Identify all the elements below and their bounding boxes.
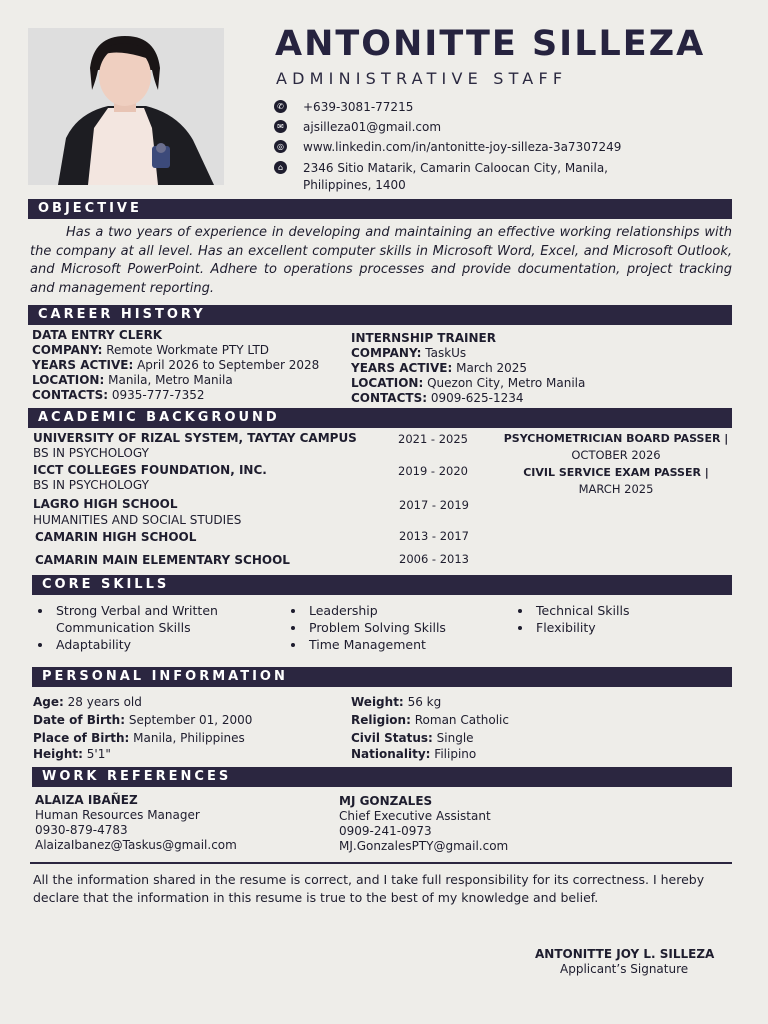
section-bar-references: WORK REFERENCES: [32, 767, 732, 787]
school-name: UNIVERSITY OF RIZAL SYSTEM, TAYTAY CAMPUS: [33, 431, 357, 445]
school-years: 2021 - 2025: [398, 432, 468, 446]
signature-label: Applicant’s Signature: [560, 962, 689, 976]
career-location: Manila, Metro Manila: [108, 373, 233, 387]
linkedin-contact[interactable]: ◎ www.linkedin.com/in/antonitte-joy-silleza-3a7307249: [274, 139, 621, 156]
reference-phone: 0909-241-0973: [339, 824, 432, 838]
skill-item: Strong Verbal and Written: [38, 602, 218, 619]
web-icon: ◎: [274, 140, 287, 153]
reference-phone: 0930-879-4783: [35, 823, 128, 837]
phone-contact: ✆ +639-3081-77215: [274, 99, 413, 116]
school-course: HUMANITIES AND SOCIAL STUDIES: [33, 513, 242, 527]
career-contacts: 0909-625-1234: [430, 391, 524, 405]
school-name: CAMARIN MAIN ELEMENTARY SCHOOL: [35, 553, 290, 567]
applicant-name: ANTONITTE SILLEZA: [275, 24, 706, 64]
skill-item: Flexibility: [518, 619, 629, 636]
achievement-civil-service: CIVIL SERVICE EXAM PASSER | MARCH 2025: [523, 466, 709, 496]
career-years: April 2026 to September 2028: [137, 358, 320, 372]
declaration-text: All the information shared in the resume is correct, and I take full responsibility for its correctness. I hereby declare that the information in this resume is true to the best of my knowledge and belief.: [33, 872, 705, 905]
skill-item-continued: Communication Skills: [56, 620, 191, 635]
phone-icon: ✆: [274, 100, 287, 113]
divider: [30, 862, 732, 864]
career-company: TaskUs: [425, 346, 467, 360]
section-bar-objective: OBJECTIVE: [28, 199, 732, 219]
email-icon: ✉: [274, 120, 287, 133]
section-bar-academic: ACADEMIC BACKGROUND: [28, 408, 732, 428]
school-name: CAMARIN HIGH SCHOOL: [35, 530, 197, 544]
nationality-value: Filipino: [434, 747, 477, 761]
reference-name: ALAIZA IBAÑEZ: [35, 793, 138, 807]
achievement-board: PSYCHOMETRICIAN BOARD PASSER | OCTOBER 2026: [503, 432, 729, 462]
career-location: Quezon City, Metro Manila: [427, 376, 586, 390]
reference-2: [339, 794, 508, 854]
school-name: LAGRO HIGH SCHOOL: [33, 497, 178, 511]
school-name: ICCT COLLEGES FOUNDATION, INC.: [33, 463, 267, 477]
skill-item: Time Management: [291, 636, 446, 653]
personal-left: Age: 28 years old Date of Birth: September 01, 2000 Place of Birth: Manila, Philippines Height: 5'1": [33, 695, 253, 761]
skill-item: Adaptability: [38, 636, 218, 653]
reference-title: Human Resources Manager: [35, 808, 200, 822]
personal-right: Weight: 56 kg Religion: Roman Catholic Civil Status: Single Nationality: Filipino: [351, 695, 509, 761]
career-years: March 2025: [456, 361, 528, 375]
reference-1: [35, 793, 237, 853]
address-line-2: Philippines, 1400: [303, 178, 406, 192]
signature-name: ANTONITTE JOY L. SILLEZA: [535, 947, 715, 961]
weight-value: 56 kg: [407, 695, 442, 709]
school-years: 2019 - 2020: [398, 464, 468, 478]
skills-column-2: [291, 602, 446, 653]
address-line-1: 2346 Sitio Matarik, Camarin Caloocan City, Manila,: [303, 161, 608, 175]
dob-value: September 01, 2000: [128, 713, 253, 727]
section-bar-career: CAREER HISTORY: [28, 305, 732, 325]
school-years: 2006 - 2013: [399, 552, 469, 566]
home-icon: ⌂: [274, 161, 287, 174]
section-bar-skills: CORE SKILLS: [32, 575, 732, 595]
section-bar-personal: PERSONAL INFORMATION: [32, 667, 732, 687]
reference-name: MJ GONZALES: [339, 794, 433, 808]
school-years: 2013 - 2017: [399, 529, 469, 543]
skill-item: Leadership: [291, 602, 446, 619]
school-course: BS IN PSYCHOLOGY: [33, 478, 149, 492]
address-contact: [274, 160, 608, 194]
email-contact[interactable]: ✉ ajsilleza01@gmail.com: [274, 119, 441, 136]
career-company: Remote Workmate PTY LTD: [106, 343, 270, 357]
career-title: INTERNSHIP TRAINER: [351, 331, 496, 345]
age-value: 28 years old: [67, 695, 142, 709]
reference-email[interactable]: AlaizaIbanez@Taskus@gmail.com: [35, 838, 237, 852]
reference-email[interactable]: MJ.GonzalesPTY@gmail.com: [339, 839, 509, 853]
skill-item: Technical Skills: [518, 602, 629, 619]
career-title: DATA ENTRY CLERK: [32, 328, 163, 342]
profile-photo: [28, 28, 224, 185]
school-years: 2017 - 2019: [399, 498, 469, 512]
skills-column-3: [518, 602, 629, 636]
pob-value: Manila, Philippines: [133, 731, 245, 745]
job-title: ADMINISTRATIVE STAFF: [276, 69, 568, 88]
objective-text: Has a two years of experience in developing and maintaining an effective working relationships with the company at all level. Has an excellent computer skills in Microsoft Word, Excel, and Microsoft Outlook, and Microsoft PowerPoint. Adhere to operations processes and provide documentation, project tracking and management reporting.: [30, 225, 732, 296]
school-course: BS IN PSYCHOLOGY: [33, 446, 149, 460]
height-value: 5'1": [86, 747, 111, 761]
career-contacts: 0935-777-7352: [111, 388, 205, 402]
skills-column-1: [38, 602, 218, 653]
reference-title: Chief Executive Assistant: [339, 809, 491, 823]
career-entry-1: DATA ENTRY CLERK COMPANY: Remote Workmate PTY LTD YEARS ACTIVE: April 2026 to September 2028 LOCATION: Manila, Metro Manila CONTACTS: 0935-777-7352: [32, 328, 320, 402]
career-entry-2: INTERNSHIP TRAINER COMPANY: TaskUs YEARS ACTIVE: March 2025 LOCATION: Quezon City, Metro Manila CONTACTS: 0909-625-1234: [351, 331, 586, 405]
civil-status-value: Single: [436, 731, 474, 745]
skill-item: Problem Solving Skills: [291, 619, 446, 636]
religion-value: Roman Catholic: [414, 713, 509, 727]
